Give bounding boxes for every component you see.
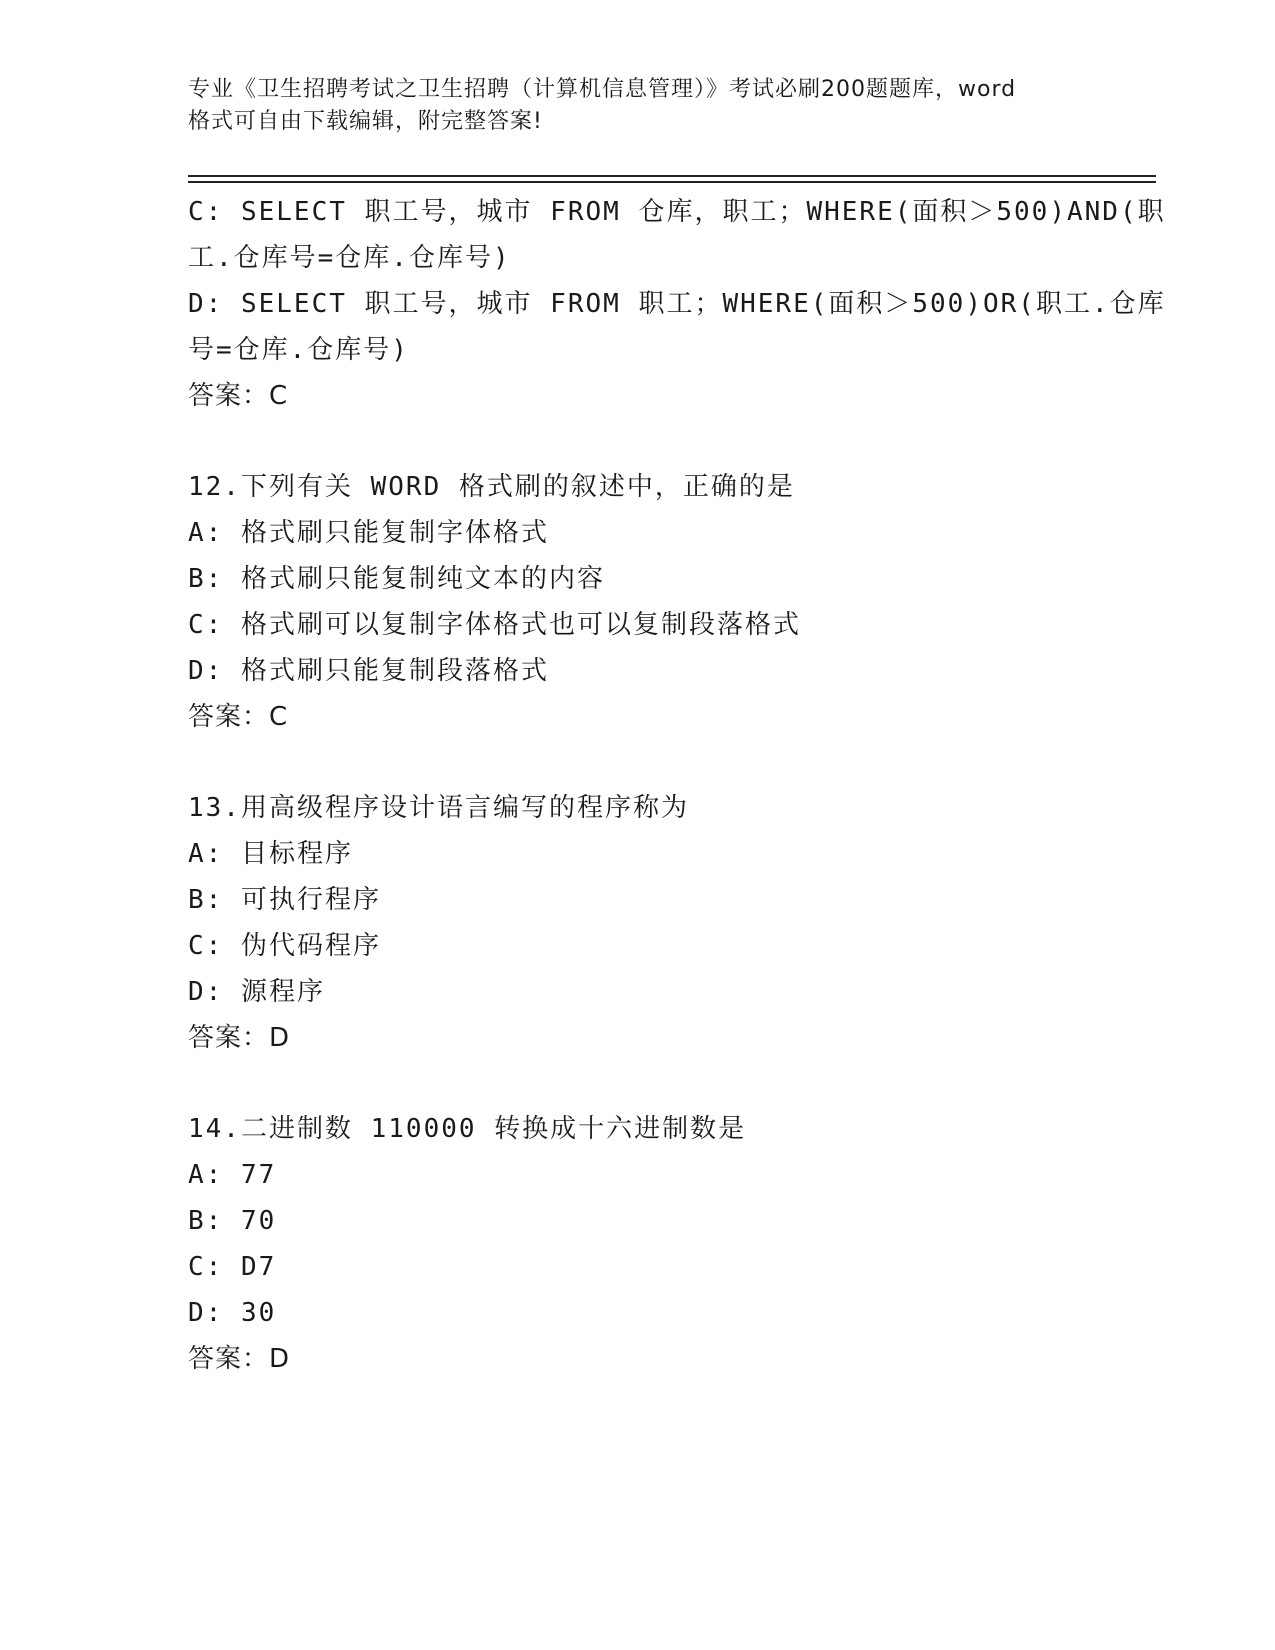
question-block-13 — [188, 785, 1088, 1061]
question-block-14 — [188, 1106, 1088, 1382]
answer-text: 答案：D — [188, 1023, 291, 1053]
option-c-line-1: C: SELECT 职工号，城市 FROM 仓库，职工；WHERE(面积＞500)AND(职 — [188, 197, 1166, 227]
option-d: D: 格式刷只能复制段落格式 — [188, 656, 549, 686]
option-a: A: 77 — [188, 1160, 277, 1190]
question-stem: 14.二进制数 110000 转换成十六进制数是 — [188, 1114, 747, 1144]
option-a: A: 目标程序 — [188, 839, 353, 869]
answer-text: 答案：C — [188, 381, 289, 411]
option-b: B: 70 — [188, 1206, 277, 1236]
spacer — [188, 419, 1088, 464]
spacer — [188, 1061, 1088, 1106]
question-content — [188, 189, 1166, 1382]
question-stem: 12.下列有关 WORD 格式刷的叙述中，正确的是 — [188, 472, 795, 502]
option-c-line-2: 工.仓库号=仓库.仓库号) — [188, 243, 511, 273]
option-d-line-2: 号=仓库.仓库号) — [188, 335, 409, 365]
question-stem: 13.用高级程序设计语言编写的程序称为 — [188, 793, 689, 823]
option-d-line-1: D: SELECT 职工号，城市 FROM 职工；WHERE(面积＞500)OR(职工.仓库 — [188, 289, 1166, 319]
option-c: C: 格式刷可以复制字体格式也可以复制段落格式 — [188, 610, 801, 640]
option-d: D: 30 — [188, 1298, 277, 1328]
question-block-12 — [188, 464, 1088, 740]
question-block-11-continued — [188, 189, 1166, 419]
document-header — [188, 74, 1088, 138]
option-b: B: 格式刷只能复制纯文本的内容 — [188, 564, 605, 594]
header-title-line-1: 专业《卫生招聘考试之卫生招聘（计算机信息管理）》考试必刷200题题库，word — [188, 77, 1017, 102]
option-a: A: 格式刷只能复制字体格式 — [188, 518, 549, 548]
option-c: C: 伪代码程序 — [188, 931, 381, 961]
option-b: B: 可执行程序 — [188, 885, 381, 915]
answer-text: 答案：D — [188, 1344, 291, 1374]
answer-text: 答案：C — [188, 702, 289, 732]
header-divider-top — [188, 175, 1156, 177]
header-title-line-2: 格式可自由下载编辑，附完整答案! — [188, 109, 543, 134]
spacer — [188, 740, 1088, 785]
header-divider-bottom — [188, 181, 1156, 183]
option-c: C: D7 — [188, 1252, 277, 1282]
option-d: D: 源程序 — [188, 977, 325, 1007]
